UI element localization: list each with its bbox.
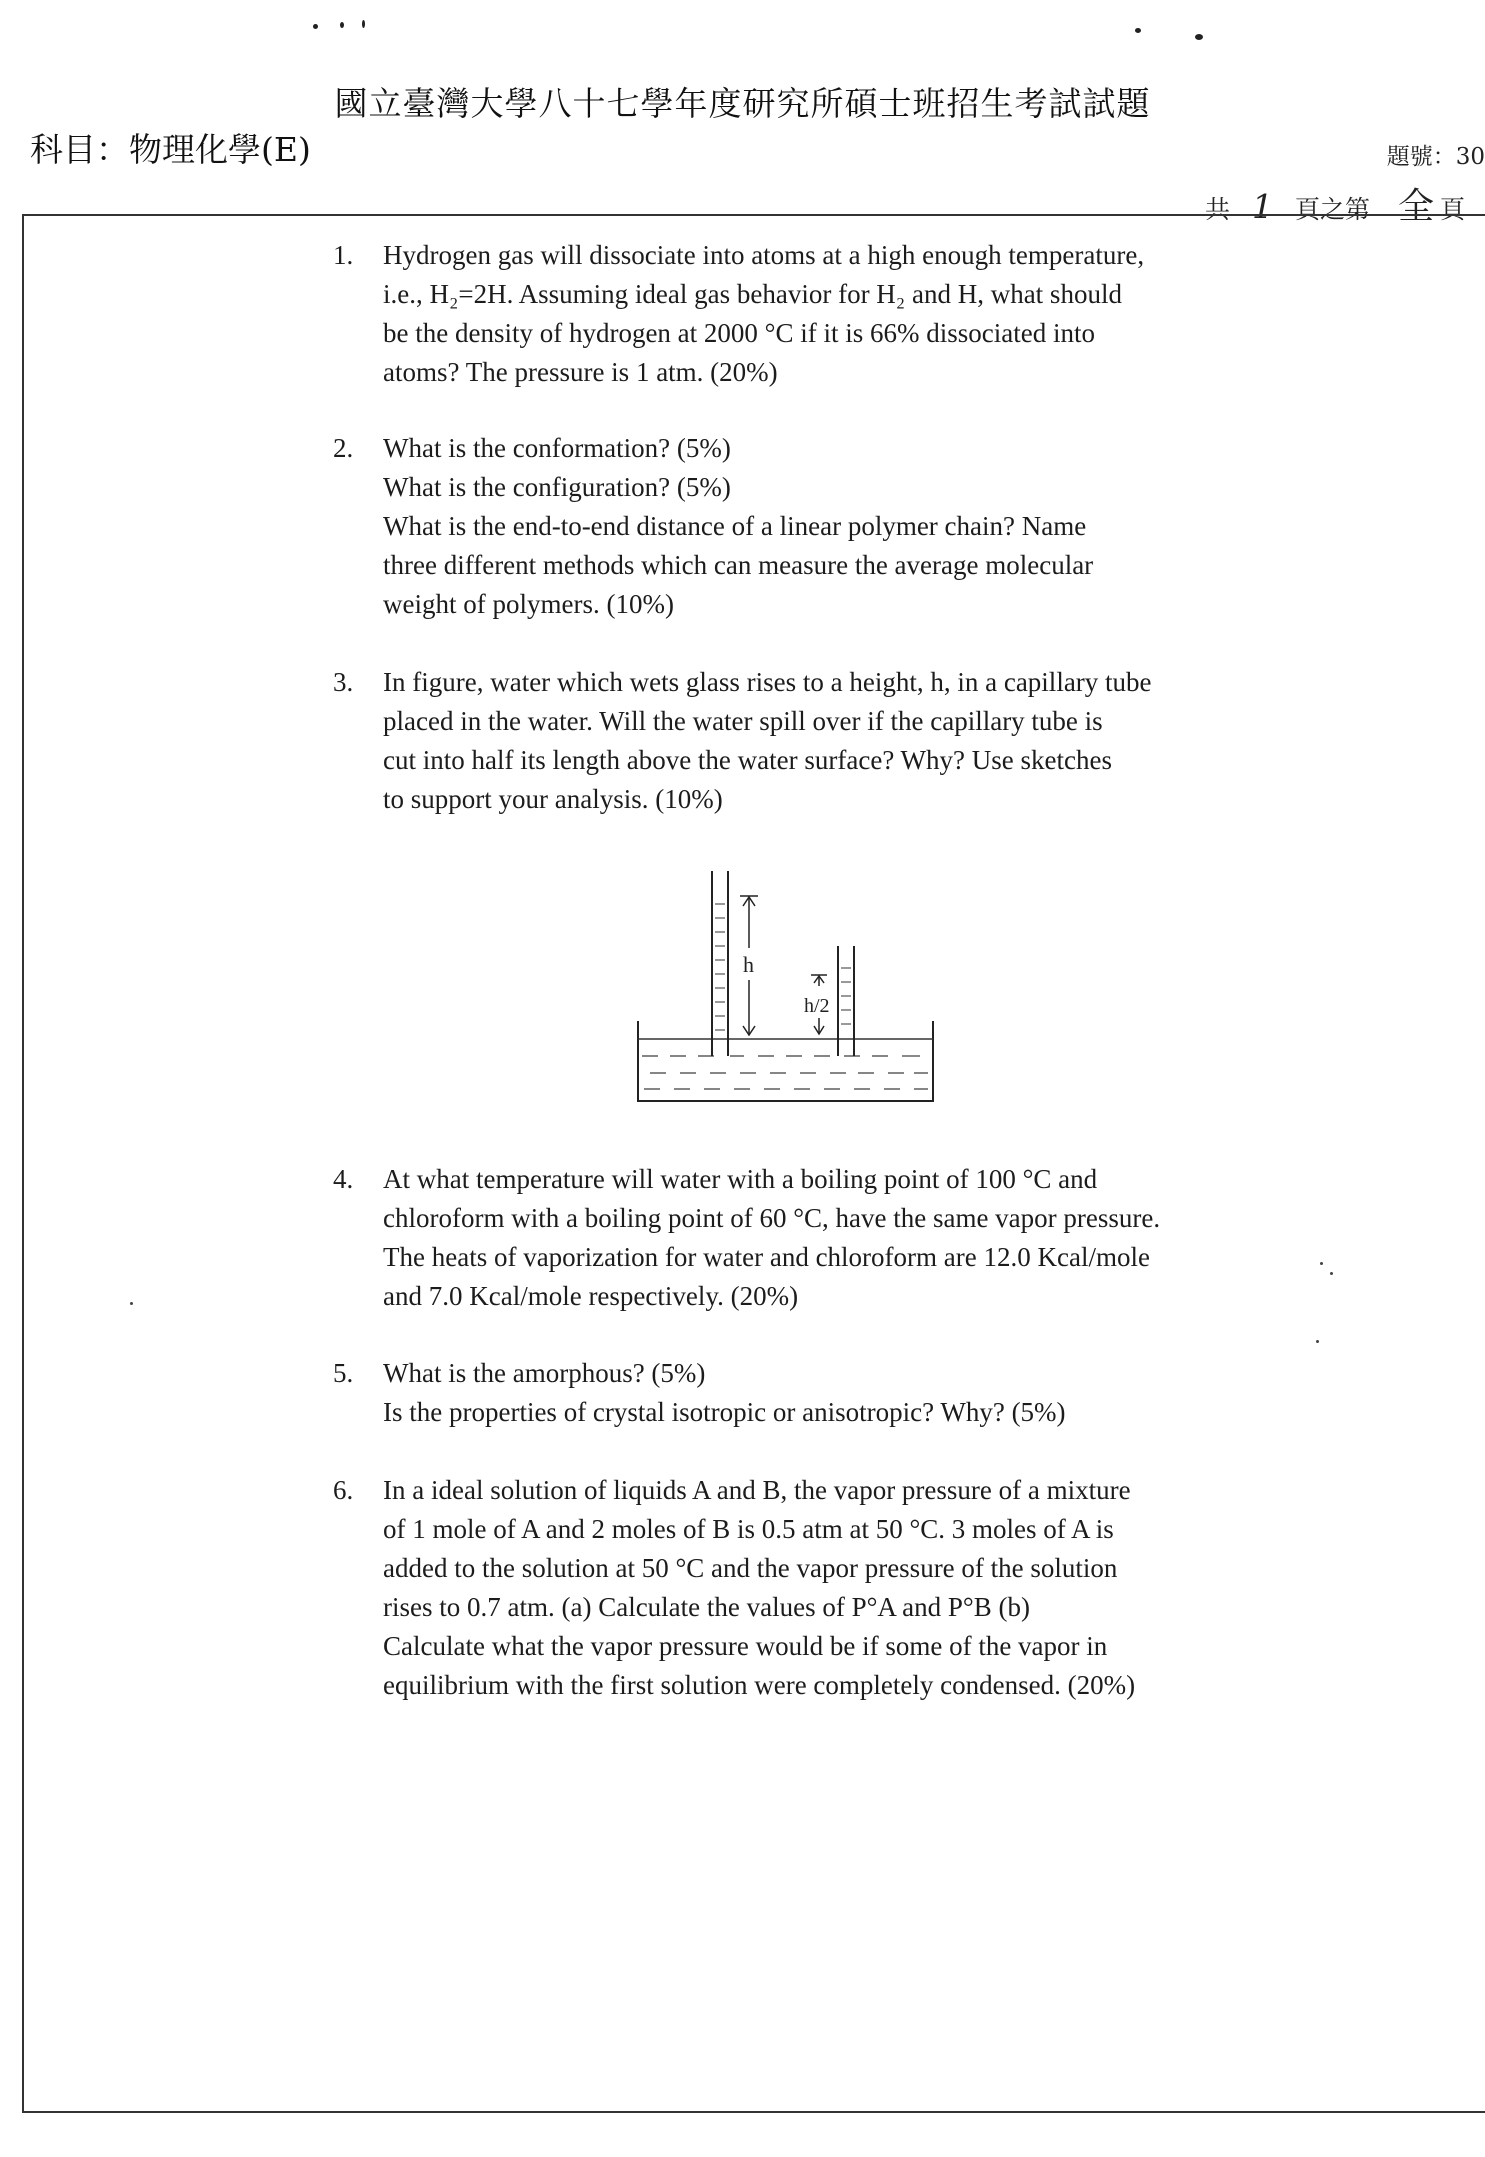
question-line: i.e., H₂=2H. Assuming ideal gas behavior for H₂ and H, what should [383, 279, 1122, 309]
capillary-figure [630, 868, 950, 1108]
question-number: 3. [333, 667, 354, 697]
question-line: rises to 0.7 atm. (a) Calculate the values of P°A and P°B (b) [383, 1592, 1030, 1622]
question-body [383, 236, 1233, 392]
scan-speck [340, 22, 344, 28]
question-body [383, 1354, 1233, 1432]
question-line: Is the properties of crystal isotropic or anisotropic? Why? (5%) [383, 1397, 1066, 1427]
question-line: equilibrium with the first solution were completely condensed. (20%) [383, 1670, 1136, 1700]
question-line: Calculate what the vapor pressure would be if some of the vapor in [383, 1631, 1108, 1661]
question-line: atoms? The pressure is 1 atm. (20%) [383, 357, 778, 387]
question-line: three different methods which can measure the average molecular [383, 550, 1094, 580]
question-line: What is the conformation? (5%) [383, 433, 731, 463]
question-line: In figure, water which wets glass rises to a height, h, in a capillary tube [383, 667, 1152, 697]
question-line: placed in the water. Will the water spill over if the capillary tube is [383, 706, 1103, 736]
question-number: 4. [333, 1164, 354, 1194]
question-line: At what temperature will water with a boiling point of 100 °C and [383, 1164, 1098, 1194]
question-line: be the density of hydrogen at 2000 °C if it is 66% dissociated into [383, 318, 1095, 348]
question-1 [333, 236, 1233, 392]
question-body [383, 1160, 1233, 1316]
question-4 [333, 1160, 1233, 1316]
height-label-h: h [743, 952, 754, 977]
question-line: of 1 mole of A and 2 moles of B is 0.5 atm at 50 °C. 3 moles of A is [383, 1514, 1114, 1544]
question-number: 5. [333, 1358, 354, 1388]
question-line: What is the amorphous? (5%) [383, 1358, 706, 1388]
question-line: What is the end-to-end distance of a linear polymer chain? Name [383, 511, 1087, 541]
page-total-prefix: 共 [1205, 195, 1231, 224]
question-line: Hydrogen gas will dissociate into atoms at a high enough temperature, [383, 240, 1145, 270]
question-body [383, 1471, 1233, 1705]
question-number: 1. [333, 240, 354, 270]
question-line: added to the solution at 50 °C and the vapor pressure of the solution [383, 1553, 1118, 1583]
height-label-half: h/2 [804, 995, 830, 1017]
page-total-value: 1 [1252, 187, 1274, 226]
question-line: to support your analysis. (10%) [383, 784, 723, 814]
page-suffix: 頁 [1440, 195, 1466, 224]
question-5 [333, 1354, 1233, 1432]
question-line: weight of polymers. (10%) [383, 589, 674, 619]
question-3 [333, 663, 1233, 819]
scan-speck [1135, 28, 1141, 33]
question-2 [333, 429, 1233, 624]
page-middle: 頁之第 [1295, 195, 1371, 224]
exam-title: 國立臺灣大學八十七學年度研究所碩士班招生考試試題 [334, 84, 1151, 123]
scan-speck [1195, 34, 1203, 40]
scan-speck [362, 20, 365, 28]
question-line: cut into half its length above the water surface? Why? Use sketches [383, 745, 1112, 775]
question-number: 2. [333, 433, 354, 463]
question-number: 6. [333, 1475, 354, 1505]
question-line: chloroform with a boiling point of 60 °C, have the same vapor pressure. [383, 1203, 1161, 1233]
exam-number: 題號：30 [1386, 144, 1485, 170]
question-body [383, 429, 1233, 624]
page-value: 全 [1398, 186, 1435, 227]
scan-speck [313, 24, 318, 29]
question-line: and 7.0 Kcal/mole respectively. (20%) [383, 1281, 799, 1311]
question-line: In a ideal solution of liquids A and B, the vapor pressure of a mixture [383, 1475, 1131, 1505]
question-line: The heats of vaporization for water and chloroform are 12.0 Kcal/mole [383, 1242, 1150, 1272]
question-line: What is the configuration? (5%) [383, 472, 731, 502]
question-body [383, 663, 1233, 819]
question-6 [333, 1471, 1233, 1705]
subject-label: 科目：物理化學(E) [30, 130, 311, 169]
